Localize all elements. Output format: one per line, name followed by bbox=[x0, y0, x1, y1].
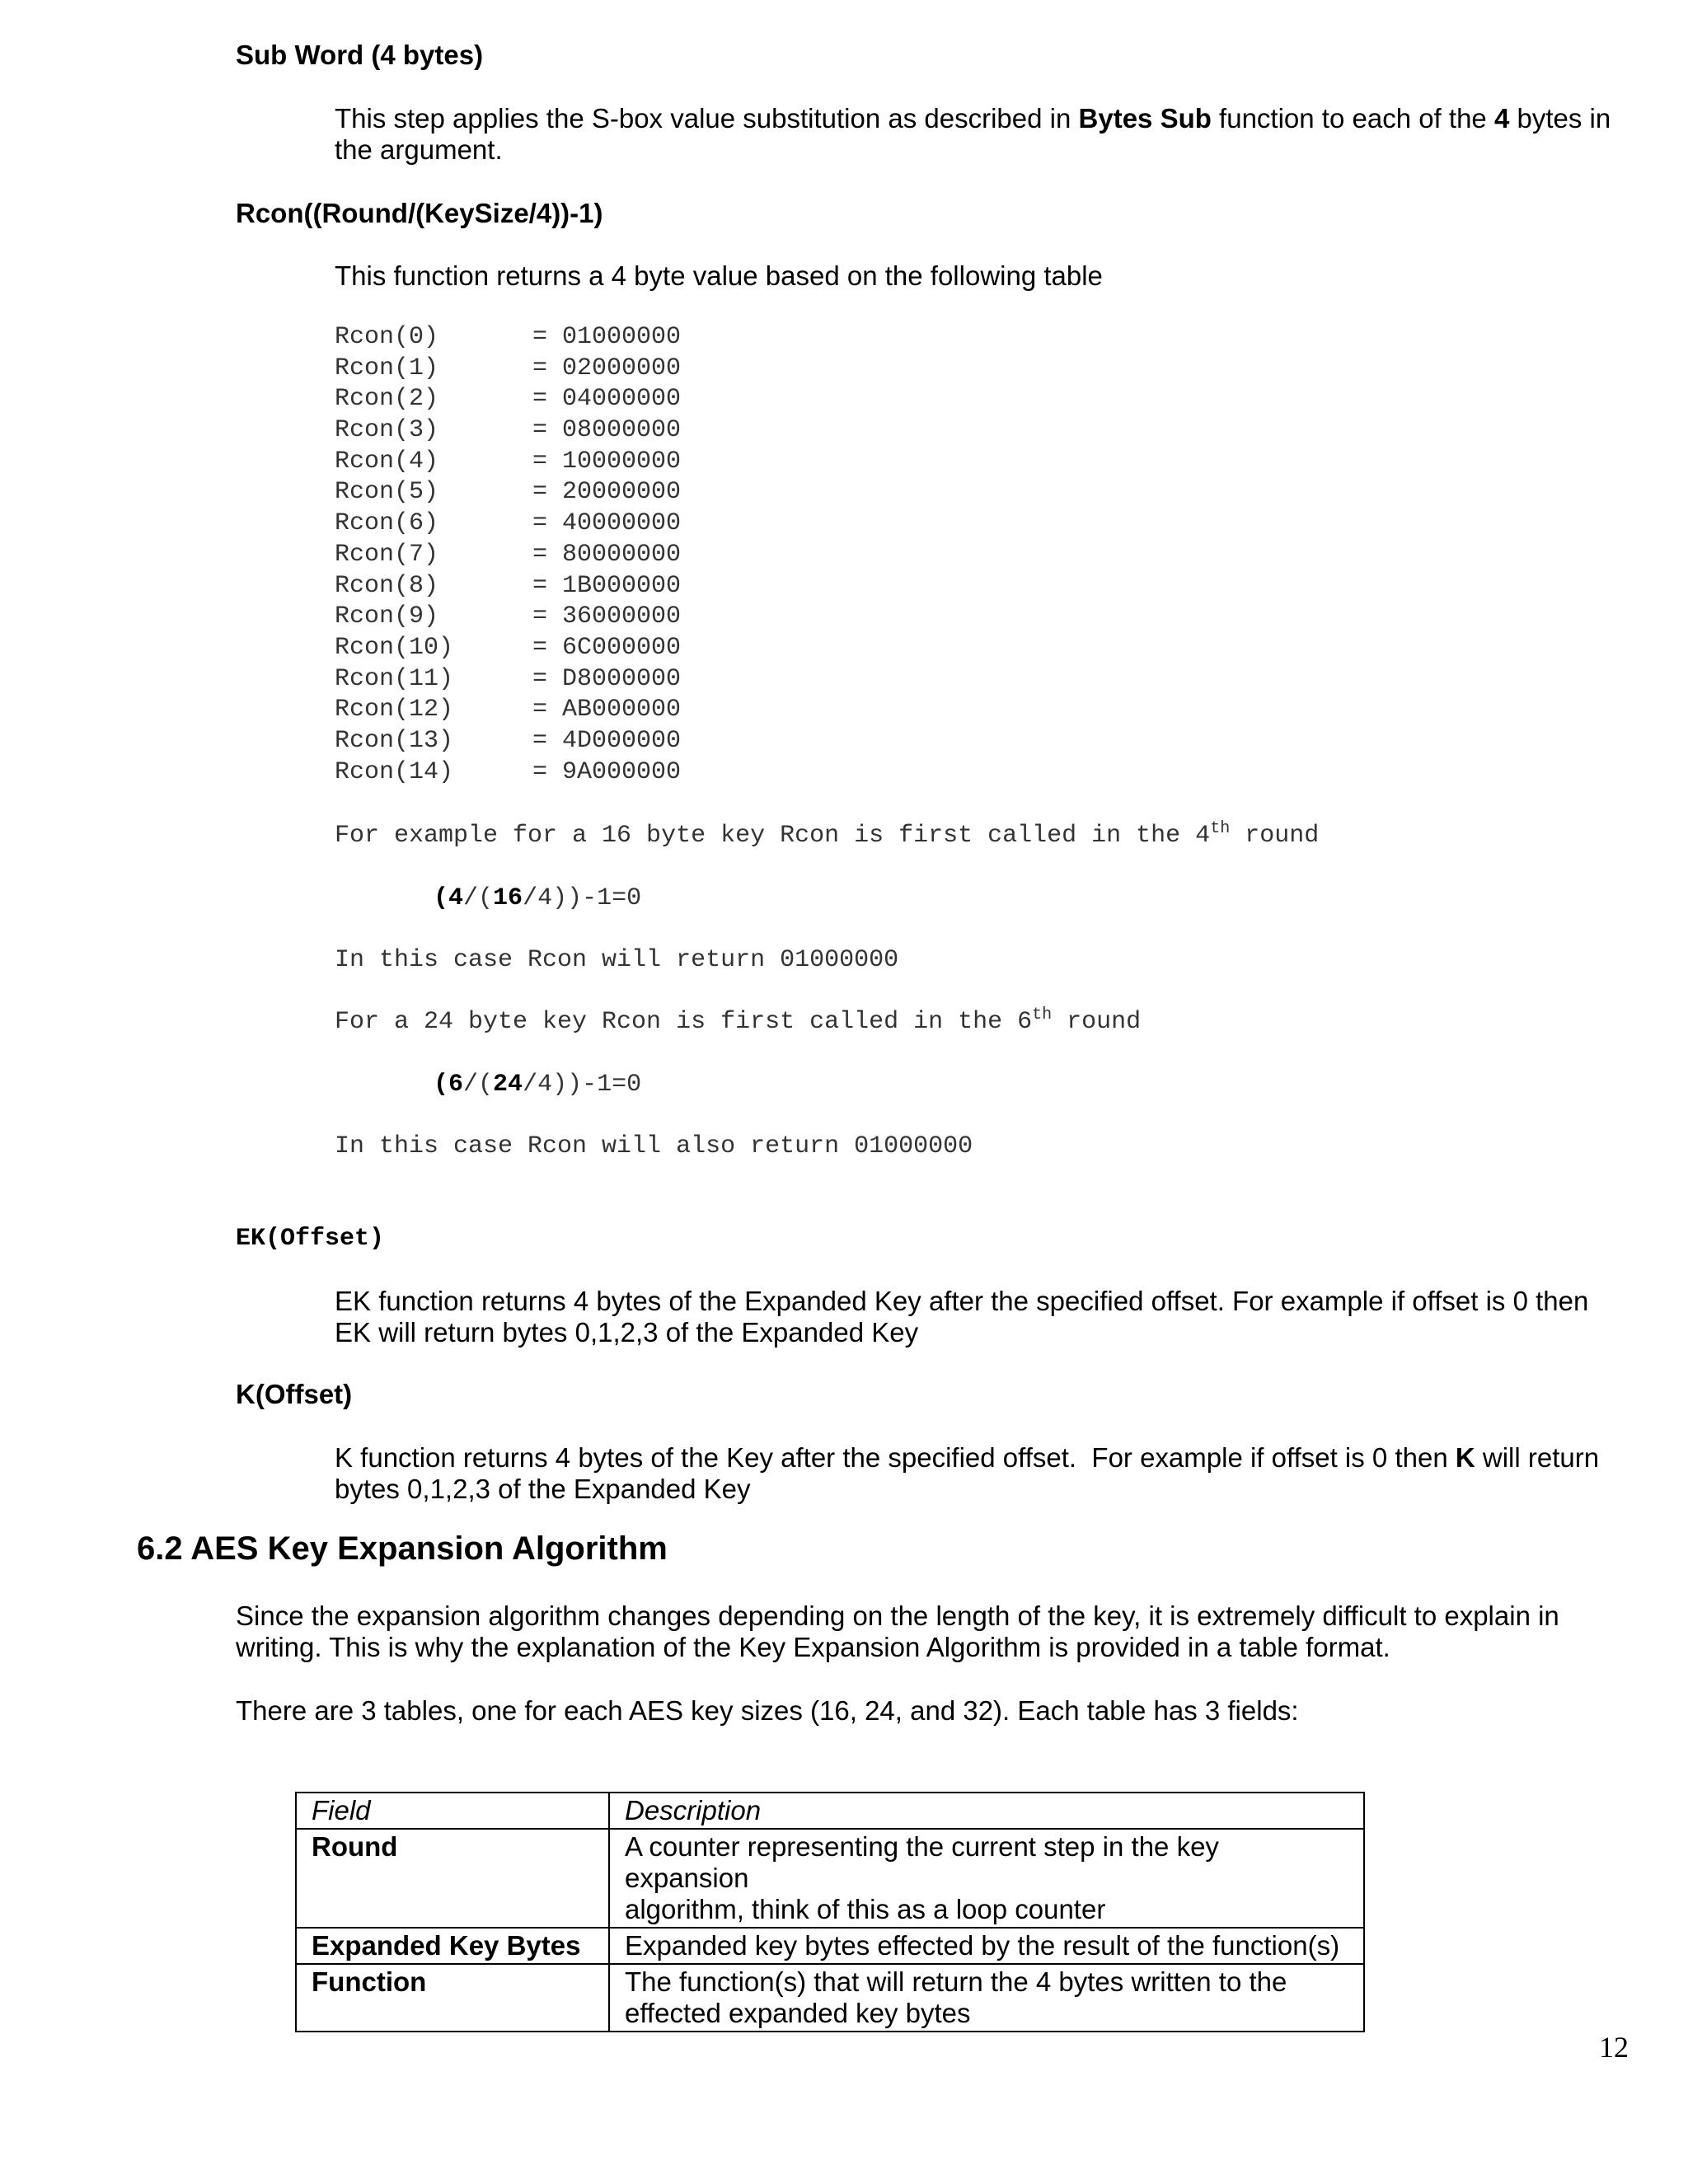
rcon-name: Rcon(0) bbox=[335, 323, 439, 351]
field-description bbox=[609, 1928, 1364, 1964]
rcon-example-24-pre: For a 24 byte key Rcon is first called in the 6 bbox=[335, 1008, 1033, 1036]
rcon-name: Rcon(7) bbox=[335, 540, 439, 569]
rcon-value: = 80000000 bbox=[532, 540, 682, 569]
rcon-value: = 4D000000 bbox=[532, 726, 682, 755]
subword-bold-four: 4 bbox=[1493, 103, 1510, 134]
field-name: Function bbox=[296, 1964, 609, 2032]
rcon-name: Rcon(13) bbox=[335, 726, 454, 755]
header-description: Description bbox=[609, 1793, 1364, 1829]
rcon-value: = 02000000 bbox=[532, 354, 682, 382]
formula-16-mid: /( bbox=[463, 884, 494, 912]
rcon-example-16-post: round bbox=[1230, 822, 1320, 850]
field-description bbox=[609, 1829, 1364, 1928]
rcon-row bbox=[335, 447, 681, 478]
rcon-row bbox=[335, 633, 681, 664]
field-name: Expanded Key Bytes bbox=[296, 1928, 609, 1964]
field-description-line1: Expanded key bytes effected by the result of the function(s) bbox=[625, 1930, 1340, 1961]
rcon-example-24-post: round bbox=[1052, 1008, 1142, 1036]
formula-16-a: 4 bbox=[448, 884, 464, 912]
formula-24-b: 24 bbox=[493, 1071, 523, 1099]
field-description-line2: effected expanded key bytes bbox=[625, 1998, 971, 2028]
table-row bbox=[296, 1928, 1364, 1964]
rcon-name: Rcon(11) bbox=[335, 664, 454, 693]
rcon-name: Rcon(12) bbox=[335, 696, 454, 724]
rcon-name: Rcon(6) bbox=[335, 509, 439, 538]
rcon-table bbox=[335, 322, 681, 788]
field-description-line2: algorithm, think of this as a loop counter bbox=[625, 1894, 1106, 1924]
k-text-pre: K function returns 4 bytes of the Key after the specified offset. For example if offset is 0 then bbox=[335, 1442, 1456, 1473]
k-text-bold: K bbox=[1455, 1442, 1475, 1473]
rcon-name: Rcon(2) bbox=[335, 385, 439, 414]
subword-description-line2: the argument. bbox=[335, 134, 503, 165]
rcon-row bbox=[335, 509, 681, 540]
rcon-result-24: In this case Rcon will also return 01000000 bbox=[335, 1132, 973, 1160]
rcon-name: Rcon(3) bbox=[335, 416, 439, 445]
fields-table bbox=[295, 1792, 1365, 2032]
rcon-row bbox=[335, 322, 681, 354]
rcon-value: = 6C000000 bbox=[532, 633, 682, 662]
subword-description bbox=[335, 103, 1611, 134]
rcon-name: Rcon(9) bbox=[335, 602, 439, 631]
rcon-name: Rcon(10) bbox=[335, 633, 454, 662]
rcon-name: Rcon(14) bbox=[335, 757, 454, 786]
rcon-name: Rcon(5) bbox=[335, 478, 439, 507]
field-description-line1: A counter representing the current step in the key expansion bbox=[625, 1831, 1219, 1893]
k-heading: K(Offset) bbox=[236, 1379, 353, 1409]
rcon-value: = 9A000000 bbox=[532, 757, 682, 786]
rcon-row bbox=[335, 602, 681, 633]
rcon-heading: Rcon((Round/(KeySize/4))-1) bbox=[236, 198, 603, 228]
field-name: Round bbox=[296, 1829, 609, 1928]
page-number: 12 bbox=[1599, 2031, 1629, 2064]
section-para1-line1: Since the expansion algorithm changes depending on the length of the key, it is extremely difficult to explain in bbox=[236, 1601, 1559, 1631]
k-description-line1 bbox=[335, 1442, 1599, 1474]
subword-bold-bytes-sub: Bytes Sub bbox=[1078, 103, 1212, 134]
table-header-row bbox=[296, 1793, 1364, 1829]
rcon-name: Rcon(4) bbox=[335, 447, 439, 476]
ek-description-line2: EK will return bytes 0,1,2,3 of the Expanded Key bbox=[335, 1317, 919, 1347]
rcon-formula-24 bbox=[434, 1069, 641, 1100]
formula-24-mid: /( bbox=[463, 1071, 494, 1099]
header-field: Field bbox=[296, 1793, 609, 1829]
rcon-intro: This function returns a 4 byte value based on the following table bbox=[335, 260, 1103, 291]
rcon-example-24-sup: th bbox=[1032, 1005, 1053, 1024]
ek-heading: EK(Offset) bbox=[236, 1225, 385, 1253]
field-description bbox=[609, 1964, 1364, 2032]
rcon-row bbox=[335, 726, 681, 757]
formula-16-b: 16 bbox=[493, 884, 523, 912]
rcon-value: = D8000000 bbox=[532, 664, 682, 693]
rcon-row bbox=[335, 664, 681, 696]
rcon-row bbox=[335, 384, 681, 415]
rcon-value: = 36000000 bbox=[532, 602, 682, 631]
rcon-value: = 08000000 bbox=[532, 416, 682, 445]
k-description-line2: bytes 0,1,2,3 of the Expanded Key bbox=[335, 1474, 751, 1504]
rcon-row bbox=[335, 415, 681, 447]
formula-24-a: 6 bbox=[448, 1071, 464, 1099]
rcon-value: = 20000000 bbox=[532, 478, 682, 507]
section-para1-line2: writing. This is why the explanation of the Key Expansion Algorithm is provided in a table format. bbox=[236, 1632, 1390, 1662]
section-para2: There are 3 tables, one for each AES key sizes (16, 24, and 32). Each table has 3 fields: bbox=[236, 1695, 1299, 1726]
formula-16-open: ( bbox=[434, 884, 449, 912]
ek-description-line1: EK function returns 4 bytes of the Expanded Key after the specified offset. For example if offset is 0 then bbox=[335, 1286, 1589, 1316]
rcon-value: = 10000000 bbox=[532, 447, 682, 476]
rcon-row bbox=[335, 571, 681, 602]
subword-text-after: bytes in bbox=[1509, 103, 1611, 134]
section-heading: 6.2 AES Key Expansion Algorithm bbox=[137, 1530, 668, 1567]
rcon-example-16-sup: th bbox=[1210, 819, 1231, 838]
k-text-post: will return bbox=[1475, 1442, 1600, 1473]
rcon-row bbox=[335, 540, 681, 571]
rcon-row bbox=[335, 695, 681, 726]
rcon-value: = AB000000 bbox=[532, 696, 682, 724]
rcon-row bbox=[335, 354, 681, 385]
formula-24-end: /4))-1=0 bbox=[523, 1071, 642, 1099]
rcon-result-16: In this case Rcon will return 01000000 bbox=[335, 946, 899, 974]
rcon-example-16 bbox=[335, 820, 1319, 851]
table-row bbox=[296, 1964, 1364, 2032]
subword-text-middle: function to each of the bbox=[1211, 103, 1494, 134]
rcon-name: Rcon(1) bbox=[335, 354, 439, 382]
rcon-value: = 04000000 bbox=[532, 385, 682, 414]
rcon-value: = 1B000000 bbox=[532, 571, 682, 600]
rcon-value: = 40000000 bbox=[532, 509, 682, 538]
rcon-row bbox=[335, 477, 681, 509]
formula-16-end: /4))-1=0 bbox=[523, 884, 642, 912]
field-description-line1: The function(s) that will return the 4 bytes written to the bbox=[625, 1966, 1287, 1997]
subword-text-before: This step applies the S-box value substitution as described in bbox=[335, 103, 1079, 134]
rcon-example-24 bbox=[335, 1006, 1141, 1038]
table-row bbox=[296, 1829, 1364, 1928]
rcon-name: Rcon(8) bbox=[335, 571, 439, 600]
rcon-example-16-pre: For example for a 16 byte key Rcon is first called in the 4 bbox=[335, 822, 1211, 850]
rcon-row bbox=[335, 757, 681, 789]
rcon-formula-16 bbox=[434, 883, 641, 914]
rcon-value: = 01000000 bbox=[532, 323, 682, 351]
formula-24-open: ( bbox=[434, 1071, 449, 1099]
subword-heading: Sub Word (4 bytes) bbox=[236, 40, 484, 70]
